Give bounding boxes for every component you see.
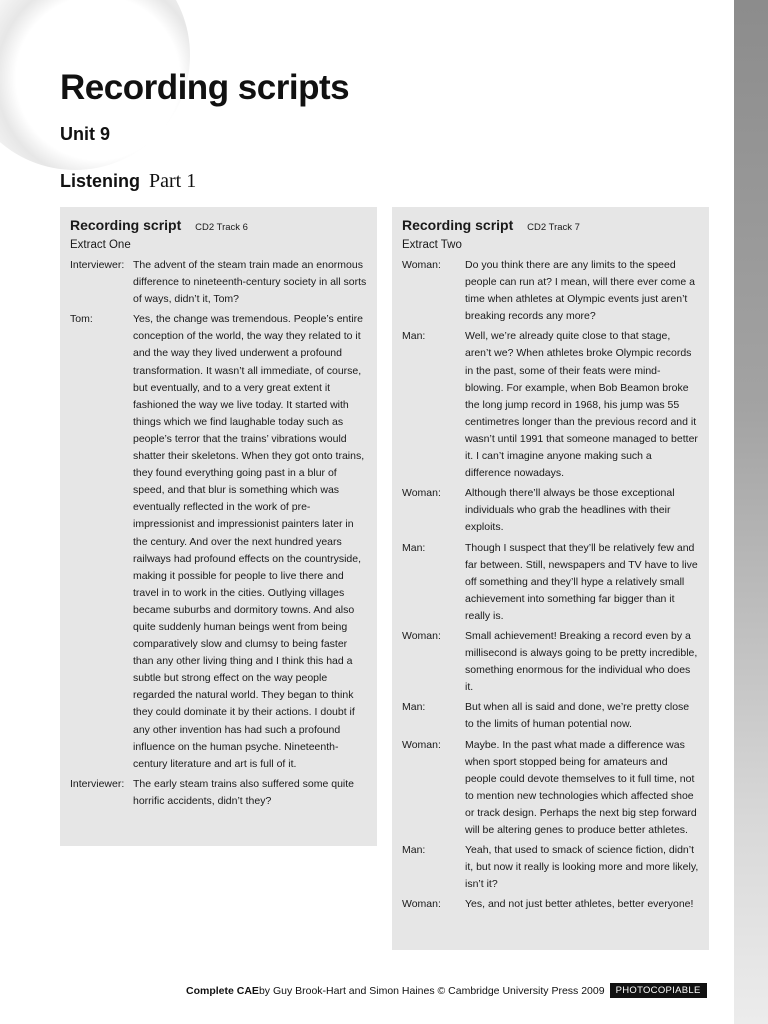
unit-title: Unit 9: [60, 124, 111, 144]
copyright-credit: by Guy Brook-Hart and Simon Haines © Cambridge University Press 2009: [258, 984, 605, 997]
page-title: Recording scripts: [60, 68, 350, 107]
speaker-label: Tom:: [70, 313, 93, 326]
dialogue-text: Do you think there are any limits to the speed people can run at? I mean, will there ever come a time when athletes at Olympic events just aren’t breaking records any more?: [465, 259, 695, 323]
track-label: CD2 Track 6: [195, 222, 248, 233]
speaker-label: Woman:: [402, 487, 441, 500]
dialogue-text: But when all is said and done, we’re pretty close to the limits of human potential now.: [465, 701, 690, 731]
dialogue-line: [70, 776, 367, 810]
dialogue-text: Though I suspect that they’ll be relatively few and far between. Still, newspapers and TV have to live off something and they’ll hype a relatively small achievement into something far bigger than it really is.: [465, 541, 698, 622]
dialogue-text: Small achievement! Breaking a record even by a millisecond is always going to be pretty incredible, something enormous for the individual who does it.: [465, 629, 698, 694]
dialogue-line: [70, 311, 367, 773]
track-label: CD2 Track 7: [527, 222, 580, 233]
dialogue-text: The advent of the steam train made an enormous difference to nineteenth-century society in all sorts of ways, didn’t it, Tom?: [133, 259, 367, 306]
dialogue-text: The early steam trains also suffered some quite horrific accidents, didn’t they?: [133, 777, 354, 807]
script-heading: [402, 217, 699, 233]
speaker-label: Woman:: [402, 259, 441, 271]
speaker-label: Woman:: [402, 629, 441, 642]
dialogue-line: [402, 737, 699, 840]
dialogue-line: [402, 257, 699, 325]
dialogue-line: [402, 699, 699, 733]
photocopiable-badge: PHOTOCOPIABLE: [610, 983, 707, 998]
script-heading-label: Recording script: [70, 217, 182, 233]
speaker-label: Man:: [402, 541, 426, 554]
speaker-label: Interviewer:: [70, 777, 125, 790]
part-label: Part 1: [149, 170, 197, 192]
speaker-label: Interviewer:: [70, 259, 125, 271]
speaker-label: Man:: [402, 701, 426, 714]
dialogue-text: Well, we’re already quite close to that stage, aren’t we? When athletes broke Olympic records in the past, some of their feats were mind-blowing. For example, when Bob Beamon broke the long jump record in 1968, his jump was 55 centimetres longer than the previous record and it wasn’t until 1991 that someone managed to better it. I can’t imagine anyone making such a difference nowadays.: [465, 330, 698, 480]
dialogue-text: Yes, and not just better athletes, better everyone!: [465, 898, 694, 911]
speaker-label: Woman:: [402, 738, 441, 751]
page-footer: [186, 983, 707, 998]
speaker-label: Man:: [402, 844, 426, 857]
dialogue-text: Yes, the change was tremendous. People’s entire conception of the world, the way they related to it and the way they lived underwent a profound transformation. It wasn’t all immediate, of course, but eventually, and to a very great extent it fashioned the way we live today. It started with things which we find laughable today such as people’s terror that the trains’ vibrations would shatter their skeletons. When they got onto trains, they found everything going past in a blur of speed, and that blur is something which was eventually reflected in the work of pre-impressionist and impressionist painters later in the century. And over the next hundred years railways had profound effects on the countryside, making it possible for people to live there and travel in to work in the cities. Outlying villages became suburbs and dormitory towns. And also quite suddenly human beings went from being comparatively slow and clumsy to being faster than any other living thing and I think this had a subtle but strong effect on the way people regarded the natural world. They began to think they could dominate it by their actions. I doubt if any other invention has had such a profound influence on the human psyche. Nineteenth-century literature and art is full of it.: [133, 313, 365, 770]
dialogue-line: [402, 896, 699, 913]
speaker-label: Man:: [402, 330, 426, 343]
dialogue-line: [402, 540, 699, 625]
section-label: Listening: [60, 171, 140, 191]
script-box-extract-two: [392, 207, 709, 950]
script-heading-label: Recording script: [402, 217, 514, 233]
dialogue-line: [402, 485, 699, 536]
script-box-extract-one: [60, 207, 377, 846]
script-heading: [70, 217, 367, 233]
dialogue-line: [402, 842, 699, 893]
dialogue-text: Although there’ll always be those exceptional individuals who grab the headlines with their exploits.: [465, 487, 675, 534]
book-title: Complete CAE: [186, 984, 259, 997]
speaker-label: Woman:: [402, 898, 441, 911]
side-edge-band: [734, 0, 768, 1024]
dialogue-text: Maybe. In the past what made a difference was when sport stopped being for amateurs and people could devote themselves to it full time, not to mention new technologies which affected shoe or track design. Perhaps the next big step forward will be altering genes to produce better athletes.: [465, 738, 697, 836]
section-heading: [60, 170, 196, 193]
dialogue-line: [70, 257, 367, 308]
extract-title: Extract Two: [402, 239, 462, 251]
dialogue-line: [402, 628, 699, 696]
dialogue-text: Yeah, that used to smack of science fiction, didn’t it, but now it really is looking more and more likely, isn’t it?: [465, 844, 699, 891]
dialogue-line: [402, 328, 699, 482]
extract-title: Extract One: [70, 239, 131, 251]
